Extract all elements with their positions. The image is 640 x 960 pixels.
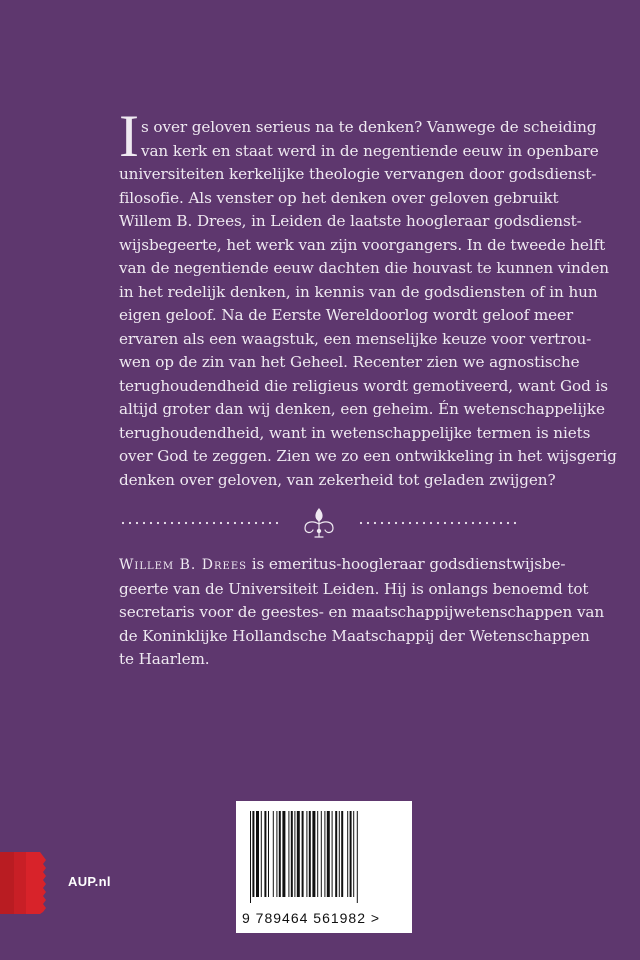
blurb-line: van de negentiende eeuw dachten die houvast te kunnen vinden bbox=[119, 259, 609, 277]
author-bio-line: geerte van de Universiteit Leiden. Hij is onlangs benoemd tot bbox=[119, 579, 589, 598]
blurb-line: terughoudendheid die religieus wordt gemotiveerd, want God is bbox=[119, 376, 608, 395]
author-bio-line: de Koninklijke Hollandsche Maatschappij der Wetenschappen bbox=[119, 626, 590, 645]
blurb-line: over God te zeggen. Zien we zo een ontwikkeling in het wijsgerig bbox=[119, 447, 617, 465]
divider-dots-left bbox=[122, 522, 278, 524]
author-bio bbox=[119, 553, 605, 672]
blurb-line: van kerk en staat werd in de negentiende eeuw in openbare bbox=[141, 141, 599, 160]
blurb-line: universiteiten kerkelijke theologie vervangen door godsdienst- bbox=[119, 165, 597, 183]
blurb-line: filosofie. Als venster op het denken over geloven gebruikt bbox=[119, 188, 559, 207]
blurb-line: in het redelijk denken, in kennis van de godsdiensten of in hun bbox=[119, 282, 598, 301]
blurb-line: wen op de zin van het Geheel. Recenter zien we agnostische bbox=[119, 353, 580, 371]
publisher-website[interactable]: AUP.nl bbox=[68, 874, 111, 889]
blurb-line: eigen geloof. Na de Eerste Wereldoorlog wordt geloof meer bbox=[119, 306, 574, 324]
blurb-line: Willem B. Drees, in Leiden de laatste hoogleraar godsdienst- bbox=[119, 212, 582, 230]
blurb-line: ervaren als een waagstuk, een menselijke keuze voor vertrou- bbox=[119, 329, 592, 348]
divider-dots-right bbox=[360, 522, 516, 524]
barcode-icon bbox=[246, 811, 402, 903]
isbn-number: 9 789464 561982 > bbox=[242, 910, 381, 926]
fleuron-icon bbox=[305, 509, 333, 537]
publisher-stamp-icon bbox=[0, 852, 48, 914]
blurb-line: terughoudendheid, want in wetenschappelijke termen is niets bbox=[119, 423, 591, 442]
blurb-line: wijsbegeerte, het werk van zijn voorgangers. In de tweede helft bbox=[119, 235, 606, 254]
author-bio-first-line bbox=[119, 553, 566, 578]
blurb-line: denken over geloven, van zekerheid tot geladen zwijgen? bbox=[119, 470, 556, 489]
ornament-divider bbox=[119, 506, 519, 540]
author-bio-line: secretaris voor de geestes- en maatschappijwetenschappen van bbox=[119, 603, 605, 621]
author-bio-line: te Haarlem. bbox=[119, 650, 210, 668]
back-cover-blurb bbox=[119, 116, 617, 492]
isbn-barcode bbox=[236, 801, 412, 933]
drop-cap-letter: I bbox=[119, 103, 139, 169]
author-bio-text: is emeritus-hoogleraar godsdienstwijsbe- bbox=[247, 555, 566, 573]
author-name: Willem B. Drees bbox=[119, 557, 248, 573]
blurb-line: s over geloven serieus na te denken? Vanwege de scheiding bbox=[141, 118, 597, 136]
blurb-line: altijd groter dan wij denken, een geheim. Én wetenschappelijke bbox=[119, 400, 605, 418]
